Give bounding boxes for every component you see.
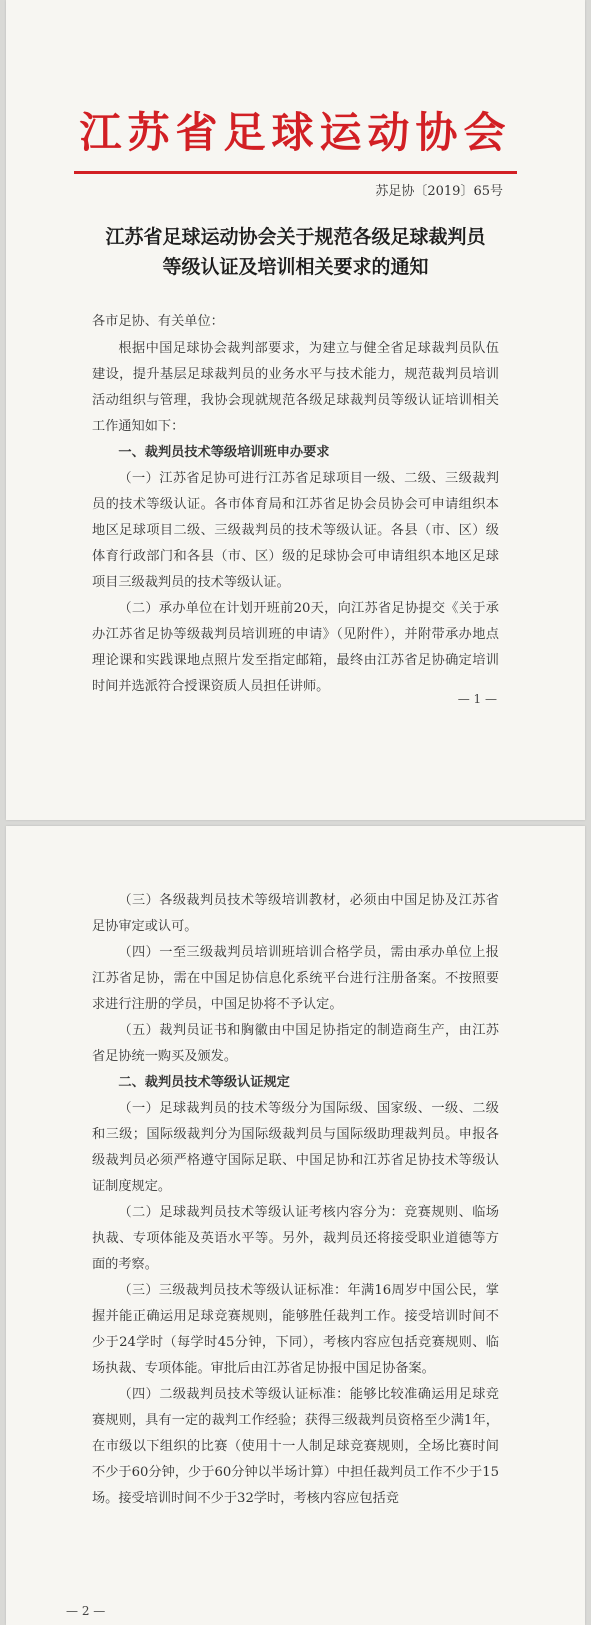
section-1-item-5: （五）裁判员证书和胸徽由中国足协指定的制造商生产，由江苏省足协统一购买及颁发。 [92, 1023, 499, 1064]
section-2-item-4: （四）二级裁判员技术等级认证标准：能够比较准确运用足球竞赛规则，具有一定的裁判工作经验；获得三级裁判员资格至少满1年，在市级以下组织的比赛（使用十一人制足球竞赛规则，全场比赛时间不少于60分钟，少于60分钟以半场计算）中担任裁判员工作不少于15场。接受培训时间不少于32学时，考核内容应包括竞 [92, 1387, 499, 1506]
section-1-item-4: （四）一至三级裁判员培训班培训合格学员，需由承办单位上报江苏省足协，需在中国足协信息化系统平台进行注册备案。不按照要求进行注册的学员，中国足协将不予认定。 [92, 945, 499, 1012]
intro-paragraph: 根据中国足球协会裁判部要求，为建立与健全省足球裁判员队伍建设，提升基层足球裁判员的业务水平与技术能力，规范裁判员培训活动组织与管理，我协会现就规范各级足球裁判员等级认证培训相关工作通知如下： [92, 341, 499, 434]
document-number: 苏足协〔2019〕65号 [375, 184, 503, 199]
section-1-item-1: （一）江苏省足协可进行江苏省足球项目一级、二级、三级裁判员的技术等级认证。各市体育局和江苏省足协会员协会可申请组织本地区足球项目二级、三级裁判员的技术等级认证。各县（市、区）级体育行政部门和各县（市、区）级的足球协会可申请组织本地区足球项目三级裁判员的技术等级认证。 [92, 471, 499, 590]
section-2-item-2: （二）足球裁判员技术等级认证考核内容分为：竞赛规则、临场执裁、专项体能及英语水平等。另外，裁判员还将接受职业道德等方面的考察。 [92, 1205, 499, 1272]
notice-title [66, 222, 525, 282]
issuing-organization-title: 江苏省足球运动协会 [79, 108, 512, 157]
section-2-item-1: （一）足球裁判员的技术等级分为国际级、国家级、一级、二级和三级；国际级裁判分为国际级裁判员与国际级助理裁判员。申报各级裁判员必须严格遵守国际足联、中国足协和江苏省足协技术等级认证制度规定。 [92, 1101, 499, 1194]
section-1-heading: 一、裁判员技术等级培训班申办要求 [118, 445, 330, 460]
section-1-item-2: （二）承办单位在计划开班前20天，向江苏省足协提交《关于承办江苏省足协等级裁判员培训班的申请》（见附件），并附带承办地点理论课和实践课地点照片发至指定邮箱，最终由江苏省足协确定培训时间并选派符合授课资质人员担任讲师。 [92, 601, 499, 694]
document-page-2 [6, 826, 585, 1625]
section-1-item-3: （三）各级裁判员技术等级培训教材，必须由中国足协及江苏省足协审定或认可。 [92, 893, 499, 934]
red-header-rule [74, 171, 517, 174]
section-2-heading: 二、裁判员技术等级认证规定 [118, 1075, 290, 1090]
section-2-item-3: （三）三级裁判员技术等级认证标准：年满16周岁中国公民，掌握并能正确运用足球竞赛规则，能够胜任裁判工作。接受培训时间不少于24学时（每学时45分钟，下同），考核内容应包括竞赛规则、临场执裁、专项体能。审批后由江苏省足协报中国足协备案。 [92, 1283, 499, 1376]
document-page-1 [6, 0, 585, 820]
notice-title-line-2: 等级认证及培训相关要求的通知 [162, 256, 429, 278]
page-number: — 1 — [457, 692, 497, 706]
notice-title-line-1: 江苏省足球运动协会关于规范各级足球裁判员 [105, 226, 486, 248]
salutation: 各市足协、有关单位： [92, 314, 224, 329]
page1-body [92, 336, 499, 700]
page-number: — 2 — [66, 1604, 106, 1618]
page2-body [92, 888, 499, 1512]
